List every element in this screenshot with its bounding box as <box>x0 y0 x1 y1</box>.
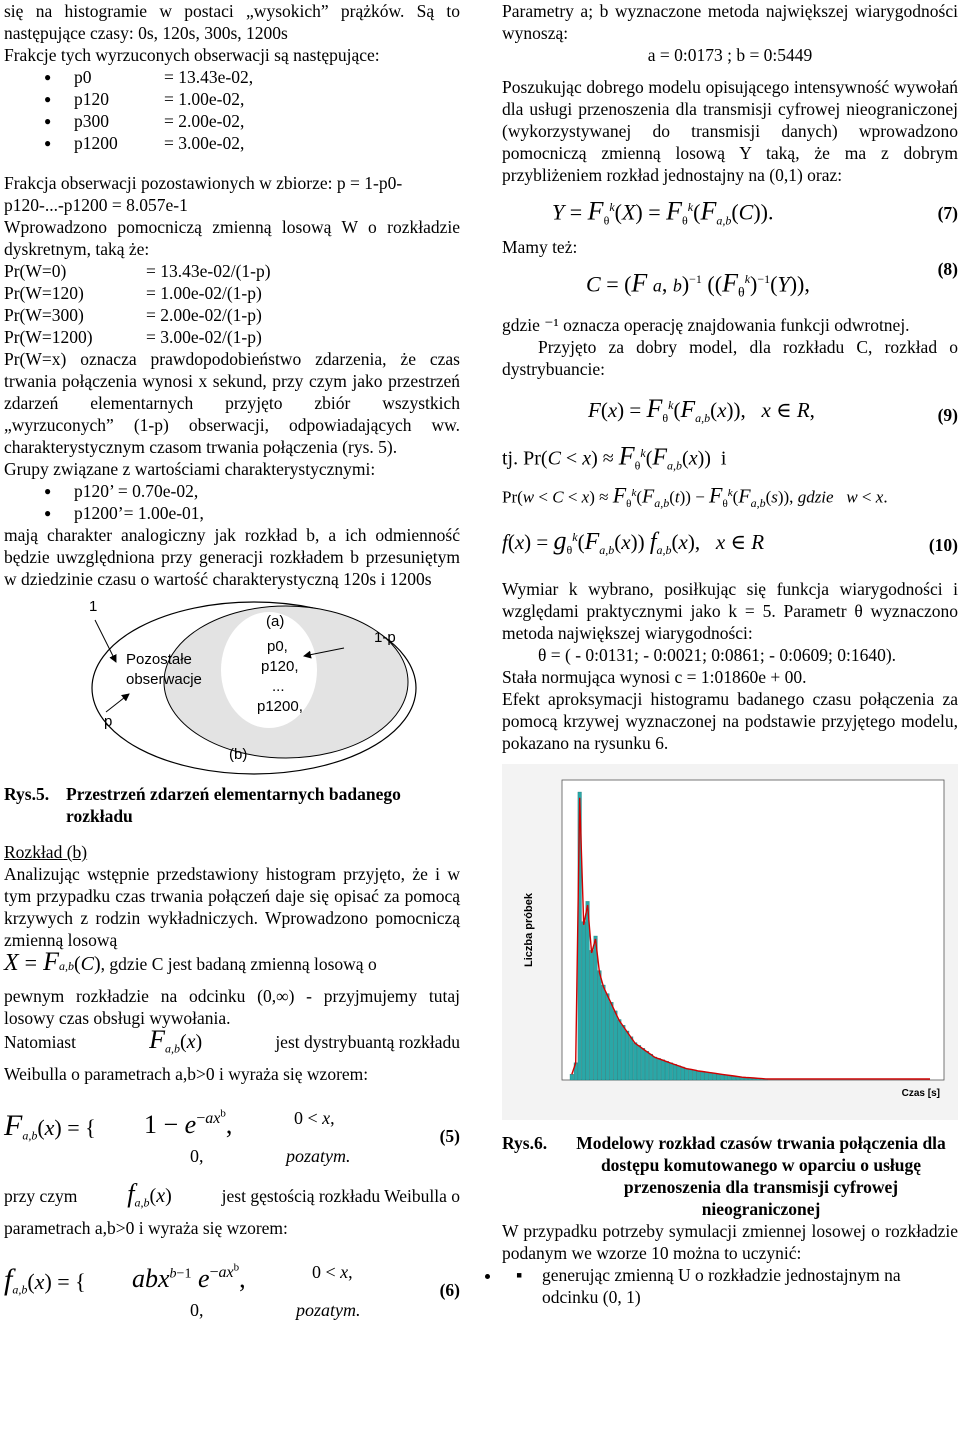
intro-paragraph: się na histogramie w postaci „wysokich” prążków. Są to następujące czasy: 0s, 120s, 300s, 1200s <box>4 1 460 43</box>
histogram-bar <box>633 1043 637 1080</box>
list-item: Pr(W=0) = 13.43e-02/(1-p) <box>4 261 271 281</box>
list-item: ● p0 = 13.43e-02, <box>4 66 460 88</box>
histogram-bar <box>665 1061 669 1080</box>
label-list-1: p0, <box>267 638 288 655</box>
histogram-bar <box>689 1069 693 1080</box>
remaining-fraction: Frakcja obserwacji pozostawionych w zbiorze: p = 1-p0-p120-...-p1200 = 8.057e-1 <box>4 173 403 215</box>
label-list-4: p1200, <box>257 698 303 715</box>
aux-variable-w: Wprowadzono pomocniczą zmienną losową W o rozkładzie dyskretnym, taką że: <box>4 217 460 259</box>
eq-x-suffix: , gdzie C jest badaną zmienną losową o <box>100 954 377 974</box>
equation-prob: tj. $Pr(C < x) \approx F_\theta^k(F_{a,b}(x))$ i <box>502 441 727 473</box>
fig5-label: Rys.5. <box>4 784 50 804</box>
histogram-bar <box>594 936 598 1080</box>
eq6-number: (6) <box>439 1280 460 1300</box>
equation-9: $F(x) = F_\theta^k(F_{a,b}(x))$, x ∈ R, (9) <box>588 394 958 426</box>
fig5-text: Przestrzeń zdarzeń elementarnych badanego rozkładu <box>66 784 401 826</box>
left-column <box>4 0 460 1337</box>
label-list-3: ... <box>272 678 285 695</box>
event-space-diagram <box>4 596 460 781</box>
k-choice: Wymiar k wybrano, posiłkując się funkcja wiarygodności i względami praktycznymi jako k = 5. Parametr θ wyznaczono metoda największej wiarygodności: <box>502 579 958 643</box>
fig6-caption <box>502 1132 958 1220</box>
section-b-p3: pewnym rozkładzie na odcinku (0,∞) - przyjmujemy tutaj losowy czas obsługi wywołania. <box>4 986 460 1028</box>
fig6-label: Rys.6. <box>502 1133 548 1153</box>
equation-6: $f_{a,b}(x)$ = { abx$^{b-1}$ $e^{-ax^b}$, 0 < x, 0, pozatym. (6) <box>4 1262 460 1320</box>
eq5-number: (5) <box>439 1126 460 1146</box>
histogram-bar <box>685 1069 689 1081</box>
groups-intro: Grupy związane z wartościami charakterystycznymi: <box>4 459 376 479</box>
list-item: ● p1200 = 3.00e-02, <box>4 132 460 154</box>
list-item: Pr(W=1200) = 3.00e-02/(1-p) <box>4 327 262 347</box>
equation-5: $F_{a,b}(x)$ = { $1 - e^{-ax^b}$, 0 < x, 0, pozatym. (5) <box>4 1108 460 1166</box>
histogram-bar <box>697 1071 701 1080</box>
list-item: ● p120 = 1.00e-02, <box>4 88 460 110</box>
theta-values: θ = ( - 0:0131; - 0:0021; 0:0861; - 0:0609; 0:1640). <box>538 645 897 665</box>
histogram-bar <box>602 985 606 1080</box>
section-b-heading: Rozkład (b) <box>4 842 88 862</box>
equation-7: $Y = F_\theta^k(X) = F_\theta^k(F_{a,b}(C))$. (7) <box>552 196 958 228</box>
histogram-bar <box>693 1070 697 1080</box>
label-rest-2: obserwacje <box>126 671 202 688</box>
section-b-p7: parametrach a,b>0 i wyraża się wzorem: <box>4 1218 288 1238</box>
histogram-bar <box>705 1072 709 1080</box>
label-1p: 1-p <box>374 629 396 646</box>
histogram-bar <box>629 1037 633 1080</box>
histogram-bar <box>661 1060 665 1080</box>
effect-paragraph: Efekt aproksymacji histogramu badanego czasu połączenia za pomocą krzywej wyznaczonej na podstawie przyjętego modelu, pokazano na rysunku 6. <box>502 689 958 753</box>
histogram-chart <box>502 764 958 1120</box>
fig5-caption <box>4 783 460 827</box>
histogram-bar <box>713 1073 717 1080</box>
section-b-p5: Weibulla o parametrach a,b>0 i wyraża się wzorem: <box>4 1064 369 1084</box>
right-column <box>502 0 958 1308</box>
chart-ylabel: Liczba próbek <box>523 893 535 967</box>
fractions-intro: Frakcje tych wyrzuconych obserwacji są następujące: <box>4 45 380 65</box>
params-values: a = 0:0173 ; b = 0:5449 <box>647 45 813 65</box>
list-item: ● p120’ = 0.70e-02, <box>4 480 460 502</box>
label-a: (a) <box>266 613 285 630</box>
histogram-bar <box>701 1071 705 1080</box>
simulation-paragraph: W przypadku potrzeby symulacji zmiennej losowej o rozkładzie podanym we wzorze 10 można to uczynić: <box>502 1221 958 1263</box>
histogram-bar <box>622 1025 626 1080</box>
inverse-note: gdzie ⁻¹ oznacza operację znajdowania funkcji odwrotnej. <box>502 315 910 335</box>
eq9-number: (9) <box>937 405 958 425</box>
fractions-list <box>4 66 460 154</box>
list-item: Pr(W=120) = 1.00e-02/(1-p) <box>4 283 262 303</box>
histogram-bar <box>590 950 594 1080</box>
histogram-bar <box>618 1020 622 1081</box>
also-text: Mamy też: <box>502 237 578 257</box>
equation-10: $f(x) = g_\theta^k(F_{a,b}(x))$ $f_{a,b}(x)$, x ∈ R (10) <box>502 526 958 558</box>
equation-prob-interval: $Pr(w < C < x) \approx F_\theta^k(F_{a,b}(t)) - F_\theta^k(F_{a,b}(s))$, gdzie w < x. <box>502 482 888 511</box>
histogram-bar <box>649 1054 653 1080</box>
eq8-number: (8) <box>937 259 958 279</box>
search-paragraph: Poszukując dobrego modelu opisującego intensywność wywołań dla usługi przenoszenia dla transmisji cyfrowej nieograniczonej (wykorzystywanej do transmisji danych) wprowadzono pomocniczą zmienną losową Y taką, że ma z dobrym przybliżeniem rozkład jednostajny na (0,1) oraz: <box>502 77 958 185</box>
simulation-list <box>502 1264 958 1308</box>
label-1: 1 <box>89 598 98 615</box>
eq10-number: (10) <box>928 535 958 555</box>
list-item: ● p1200’= 1.00e-01, <box>4 502 460 524</box>
section-b-p1: Analizując wstępnie przedstawiony histogram przyjęto, że i w tym przypadku czas trwania połączeń daje się opisać za pomocą krzywych z rodzin wykładniczych. Wprowadzono pomocniczą zmienną losową <box>4 864 460 950</box>
histogram-bar <box>669 1063 673 1080</box>
histogram-bar <box>677 1066 681 1080</box>
eq-x-line: X = F a,b (C) , gdzie C jest badaną zmienną losową o <box>4 947 377 976</box>
histogram-bar <box>653 1057 657 1080</box>
histogram-bar <box>709 1073 713 1081</box>
eq7-number: (7) <box>937 203 958 223</box>
histogram-bar <box>641 1048 645 1080</box>
histogram-bar <box>681 1067 685 1080</box>
norm-constant: Stała normująca wynosi c = 1:01860e + 00. <box>502 667 807 687</box>
cdf-line: Natomiast $F_{a,b}(x)$ jest dystrybuantą rozkładu <box>4 1025 460 1056</box>
histogram-bar <box>598 971 602 1080</box>
model-paragraph: Przyjęto za dobry model, dla rozkładu C, rozkład o dystrybuancie: <box>502 337 958 379</box>
histogram-bar <box>673 1064 677 1080</box>
histogram-bar <box>657 1058 661 1080</box>
fig6-text: Modelowy rozkład czasów trwania połączenia dla dostępu komutowanego w oparciu o usługę przenoszenia dla transmisji cyfrowej nieograniczonej <box>576 1133 946 1219</box>
histogram-bar <box>582 922 586 1080</box>
pdf-line: przy czym $f_{a,b}(x)$ jest gęstością rozkładu Weibulla o <box>4 1179 460 1210</box>
label-b: (b) <box>229 746 248 763</box>
equation-8: C = (F a, b)$^{-1}$ $((F_\theta^k)^{-1}(Y))$, (8) <box>586 259 958 301</box>
label-p: p <box>104 713 113 730</box>
histogram-bar <box>645 1051 649 1080</box>
histogram-bar <box>610 1002 614 1080</box>
groups-description: mają charakter analogiczny jak rozkład b, a ich odmienność będzie uwzględniona przy generacji rozkładem b przesuniętym w dziedzinie czasu o wartość charakterystyczną 120s i 1200s <box>4 525 460 589</box>
list-item: ● p300 = 2.00e-02, <box>4 110 460 132</box>
histogram-bar <box>570 1074 574 1080</box>
list-item: ▪ • generując zmienną U o rozkładzie jednostajnym na odcinku (0, 1) <box>502 1264 958 1308</box>
prw-description: Pr(W=x) oznacza prawdopodobieństwo zdarzenia, że czas trwania połączenia wynosi x sekund, przy czym jako przestrzeń zdarzeń elementarnych przyjęto zbiór wszystkich „wyrzuconych” (1-p) obserwacji, odpowiadających ww. charakterystycznym czasom trwania połączenia (rys. 5). <box>4 349 460 457</box>
params-intro: Parametry a; b wyznaczone metoda największej wiarygodności wynoszą: <box>502 1 958 43</box>
prw-list <box>4 260 460 348</box>
histogram-bar <box>637 1045 641 1080</box>
chart-xlabel: Czas [s] <box>901 1088 940 1099</box>
list-item: Pr(W=300) = 2.00e-02/(1-p) <box>4 305 262 325</box>
groups-list <box>4 480 460 524</box>
histogram-bar <box>606 994 610 1080</box>
label-list-2: p120, <box>261 658 299 675</box>
histogram-bar <box>625 1031 629 1080</box>
label-rest-1: Pozostałe <box>126 651 192 668</box>
histogram-bar <box>614 1011 618 1080</box>
